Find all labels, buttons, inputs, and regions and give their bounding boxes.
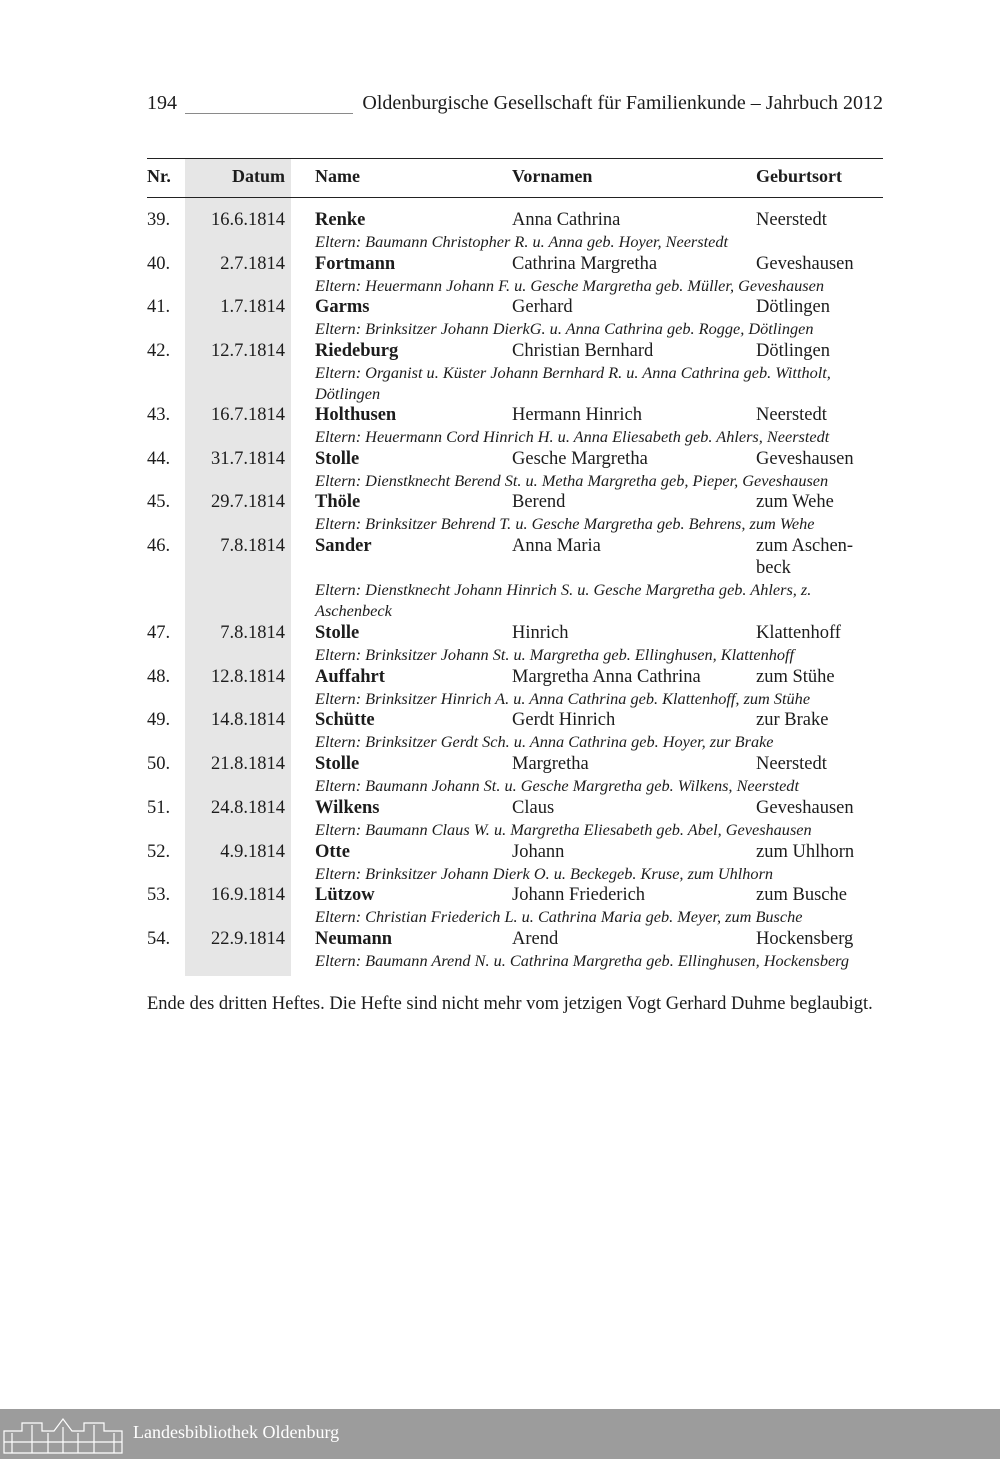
entry-surname: Stolle [315, 623, 360, 643]
entry-surname: Stolle [315, 754, 360, 774]
entry-number: 53. [147, 885, 171, 905]
entry-surname: Neumann [315, 929, 393, 949]
entry-parents: Eltern: Baumann Johann St. u. Gesche Margretha geb. Wilkens, Neerstedt [315, 776, 799, 795]
entry-date: 7.8.1814 [220, 623, 285, 643]
entry-number: 54. [147, 929, 171, 949]
entry-birthplace: zum Aschen-beck [756, 536, 854, 578]
entry-parents: Eltern: Brinksitzer Johann DierkG. u. Anna Cathrina geb. Rogge, Dötlingen [315, 319, 814, 338]
entry-birthplace: Geveshausen [756, 449, 854, 469]
entry-date: 16.7.1814 [211, 405, 285, 425]
entry-surname: Holthusen [315, 405, 397, 425]
entry-surname: Lützow [315, 885, 375, 905]
entry-number: 52. [147, 842, 171, 862]
entry-given-names: Berend [512, 492, 566, 512]
entry-parents: Eltern: Brinksitzer Behrend T. u. Gesche Margretha geb. Behrens, zum Wehe [315, 514, 815, 533]
entry-birthplace: zum Busche [756, 885, 847, 905]
entry-number: 50. [147, 754, 171, 774]
entry-parents: Eltern: Dienstknecht Berend St. u. Metha Margretha geb, Pieper, Geveshausen [315, 471, 829, 490]
entry-surname: Schütte [315, 710, 375, 730]
entry-birthplace: Geveshausen [756, 254, 854, 274]
table-header-rule [147, 197, 883, 198]
entry-given-names: Margretha Anna Cathrina [512, 667, 701, 687]
entry-number: 39. [147, 210, 171, 230]
entry-birthplace: Geveshausen [756, 798, 854, 818]
entry-parents: Eltern: Heuermann Cord Hinrich H. u. Anna Eliesabeth geb. Ahlers, Neerstedt [315, 427, 830, 446]
entry-birthplace: zur Brake [756, 710, 829, 730]
entry-date: 24.8.1814 [211, 798, 285, 818]
entry-number: 47. [147, 623, 171, 643]
column-header-name: Name [315, 166, 360, 186]
entry-given-names: Margretha [512, 754, 589, 774]
entry-birthplace: Klattenhoff [756, 623, 841, 643]
entry-date: 4.9.1814 [220, 842, 285, 862]
entry-parents: Eltern: Organist u. Küster Johann Bernhard R. u. Anna Cathrina geb. Wittholt, Dötlingen [315, 363, 831, 403]
entry-date: 12.7.1814 [211, 341, 285, 361]
entry-surname: Garms [315, 297, 370, 317]
running-title: Oldenburgische Gesellschaft für Familienkunde – Jahrbuch 2012 [362, 92, 883, 114]
header-rule [185, 113, 353, 114]
entry-surname: Sander [315, 536, 372, 556]
entry-parents: Eltern: Baumann Christopher R. u. Anna geb. Hoyer, Neerstedt [315, 232, 729, 251]
entry-given-names: Hermann Hinrich [512, 405, 642, 425]
entry-number: 51. [147, 798, 171, 818]
entry-parents: Eltern: Baumann Claus W. u. Margretha Eliesabeth geb. Abel, Geveshausen [315, 820, 812, 839]
entry-surname: Fortmann [315, 254, 396, 274]
entry-parents: Eltern: Brinksitzer Johann Dierk O. u. Beckegeb. Kruse, zum Uhlhorn [315, 864, 774, 883]
entry-parents: Eltern: Heuermann Johann F. u. Gesche Margretha geb. Müller, Geveshausen [315, 276, 824, 295]
entry-given-names: Johann Friederich [512, 885, 646, 905]
entry-given-names: Gerhard [512, 297, 573, 317]
entry-parents: Eltern: Christian Friederich L. u. Cathrina Maria geb. Meyer, zum Busche [315, 907, 803, 926]
entry-surname: Otte [315, 842, 350, 862]
entry-parents: Eltern: Baumann Arend N. u. Cathrina Margretha geb. Ellinghusen, Hockensberg [315, 951, 850, 970]
entry-number: 46. [147, 536, 171, 556]
footnote: Ende des dritten Heftes. Die Hefte sind nicht mehr vom jetzigen Vogt Gerhard Duhme beglaubigt. [147, 994, 873, 1014]
entry-date: 16.9.1814 [211, 885, 285, 905]
entry-birthplace: zum Stühe [756, 667, 835, 687]
entry-surname: Renke [315, 210, 366, 230]
entry-given-names: Johann [512, 842, 565, 862]
entry-number: 42. [147, 341, 171, 361]
entry-date: 29.7.1814 [211, 492, 285, 512]
entry-given-names: Anna Cathrina [512, 210, 621, 230]
entry-number: 41. [147, 297, 171, 317]
entry-date: 31.7.1814 [211, 449, 285, 469]
entry-date: 16.6.1814 [211, 210, 285, 230]
entry-birthplace: Dötlingen [756, 341, 830, 361]
entry-given-names: Claus [512, 798, 555, 818]
entry-surname: Wilkens [315, 798, 380, 818]
table-top-rule [147, 158, 883, 159]
entry-number: 40. [147, 254, 171, 274]
entry-birthplace: zum Wehe [756, 492, 834, 512]
library-building-icon [2, 1413, 124, 1455]
entry-given-names: Arend [512, 929, 559, 949]
entry-number: 43. [147, 405, 171, 425]
entry-given-names: Hinrich [512, 623, 569, 643]
entry-surname: Auffahrt [315, 667, 385, 687]
entry-birthplace: zum Uhlhorn [756, 842, 855, 862]
page-header [147, 92, 883, 122]
column-header-geburtsort: Geburtsort [756, 166, 842, 186]
column-header-datum: Datum [232, 166, 285, 186]
entry-date: 12.8.1814 [211, 667, 285, 687]
entry-parents: Eltern: Dienstknecht Johann Hinrich S. u. Gesche Margretha geb. Ahlers, z. Aschenbeck [315, 580, 812, 620]
entry-date: 7.8.1814 [220, 536, 285, 556]
entry-birthplace: Hockensberg [756, 929, 854, 949]
entry-number: 49. [147, 710, 171, 730]
entry-date: 2.7.1814 [220, 254, 285, 274]
entry-date: 1.7.1814 [220, 297, 285, 317]
entry-given-names: Anna Maria [512, 536, 601, 556]
entry-birthplace: Neerstedt [756, 754, 827, 774]
entry-birthplace: Neerstedt [756, 405, 827, 425]
entry-number: 45. [147, 492, 171, 512]
library-name: Landesbibliothek Oldenburg [133, 1422, 340, 1442]
entry-given-names: Christian Bernhard [512, 341, 654, 361]
entry-given-names: Gesche Margretha [512, 449, 648, 469]
entry-date: 22.9.1814 [211, 929, 285, 949]
entry-given-names: Gerdt Hinrich [512, 710, 616, 730]
footer-bar [0, 1409, 1000, 1459]
entry-surname: Riedeburg [315, 341, 399, 361]
entry-surname: Thöle [315, 492, 361, 512]
entry-number: 48. [147, 667, 171, 687]
entry-number: 44. [147, 449, 171, 469]
entry-date: 21.8.1814 [211, 754, 285, 774]
column-header-nr: Nr. [147, 166, 171, 186]
entry-parents: Eltern: Brinksitzer Johann St. u. Margretha geb. Ellinghusen, Klattenhoff [315, 645, 795, 664]
entry-birthplace: Dötlingen [756, 297, 830, 317]
entry-surname: Stolle [315, 449, 360, 469]
entry-parents: Eltern: Brinksitzer Hinrich A. u. Anna Cathrina geb. Klattenhoff, zum Stühe [315, 689, 811, 708]
entry-birthplace: Neerstedt [756, 210, 827, 230]
entry-given-names: Cathrina Margretha [512, 254, 658, 274]
page-number: 194 [147, 92, 177, 114]
entry-date: 14.8.1814 [211, 710, 285, 730]
entry-parents: Eltern: Brinksitzer Gerdt Sch. u. Anna Cathrina geb. Hoyer, zur Brake [315, 732, 774, 751]
column-header-vornamen: Vornamen [512, 166, 593, 186]
